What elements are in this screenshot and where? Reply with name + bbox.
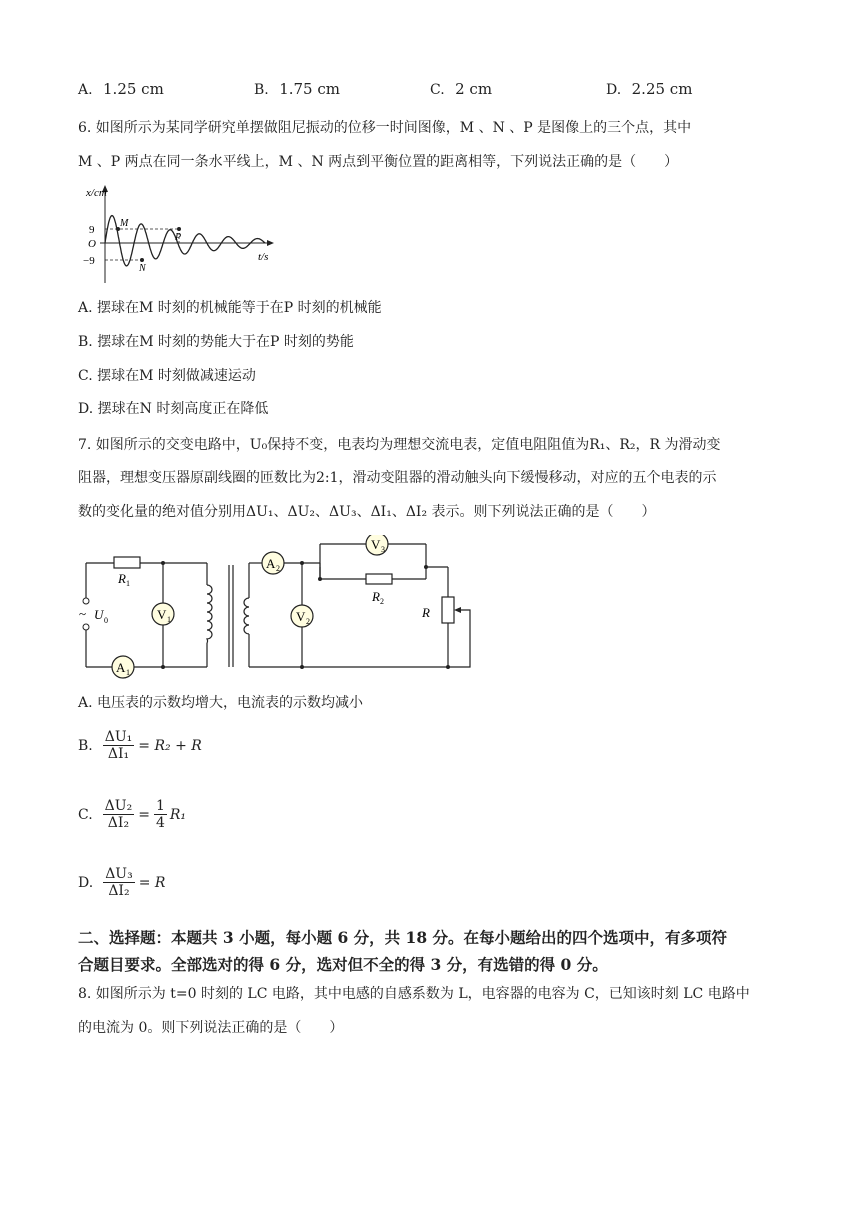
- option-label: C.: [78, 806, 93, 823]
- section2-heading-line2: 合题目要求。全部选对的得 6 分，选对但不全的得 3 分，有选错的得 0 分。: [78, 955, 608, 974]
- r2-label: R: [372, 589, 380, 604]
- q7-option-a: A. 电压表的示数均增大，电流表的示数均减小: [78, 695, 364, 711]
- transformer-circuit-diagram: [76, 535, 476, 683]
- secondary-coil: [244, 598, 249, 634]
- numerator: ΔU₁: [104, 729, 133, 745]
- q6-option-c: C. 摆球在M 时刻做减速运动: [78, 368, 256, 384]
- section2-heading-line1: 二、选择题：本题共 3 小题，每小题 6 分，共 18 分。在每小题给出的四个选项中，有多项符: [78, 928, 728, 947]
- a1-sub: 1: [126, 668, 130, 677]
- q6-option-d: D. 摆球在N 时刻高度正在降低: [78, 401, 269, 417]
- point-p: [177, 227, 181, 231]
- tick-label-9: 9: [89, 224, 95, 236]
- q7-stem-line1: 7. 如图所示的交变电路中，U₀保持不变，电表均为理想交流电表，定值电阻阻值为R₁、R₂，R 为滑动变: [78, 437, 721, 453]
- q7-option-d: [78, 866, 165, 899]
- y-axis-label: x/cm: [86, 187, 107, 199]
- fraction: [103, 729, 135, 762]
- q6-stem-line2: M 、P 两点在同一条水平线上，M 、N 两点到平衡位置的距离相等，下列说法正确的是（ ）: [78, 154, 679, 170]
- equation-rhs: = R: [138, 874, 166, 891]
- numerator: 1: [155, 798, 165, 814]
- q5-option-c: [430, 80, 492, 98]
- source-terminal-bottom: [83, 624, 89, 630]
- q7-stem-line3: 数的变化量的绝对值分别用ΔU₁、ΔU₂、ΔU₃、ΔI₁、ΔI₂ 表示。则下列说法正确的是（ ）: [78, 504, 656, 520]
- damped-oscillation-graph: [82, 183, 282, 288]
- label-p: P: [175, 232, 182, 243]
- rheostat-r: [442, 597, 454, 623]
- u0-sub: 0: [104, 616, 108, 625]
- v1-letter: V: [157, 607, 167, 622]
- option-value: 1.25 cm: [103, 80, 164, 98]
- q6-stem-line1: 6. 如图所示为某同学研究单摆做阻尼振动的位移一时间图像，M 、N 、P 是图像上的三个点，其中: [78, 120, 692, 136]
- option-label: B.: [78, 737, 93, 754]
- fraction: [103, 798, 135, 831]
- coefficient-fraction: [154, 798, 167, 831]
- option-label: B.: [254, 82, 269, 98]
- q7-option-b: [78, 729, 202, 762]
- r-label: R: [422, 605, 430, 620]
- q8-stem-line2: 的电流为 0。则下列说法正确的是（ ）: [78, 1020, 344, 1036]
- numerator: ΔU₂: [104, 798, 133, 814]
- q7-stem-line2: 阻器，理想变压器原副线圈的匝数比为2:1，滑动变阻器的滑动触头向下缓慢移动，对应的五个电表的示: [78, 470, 717, 486]
- label-m: M: [120, 218, 129, 229]
- equation-rhs: = R₂ + R: [138, 737, 202, 754]
- option-label: A.: [78, 82, 93, 98]
- q5-option-a: [78, 80, 164, 98]
- denominator: ΔI₂: [107, 815, 130, 831]
- ac-source-symbol: ~: [79, 606, 87, 621]
- u0-label: U: [94, 607, 104, 622]
- point-n: [140, 258, 144, 262]
- r2-sub: 2: [380, 597, 384, 606]
- v3-letter: V: [371, 537, 381, 552]
- option-label: C.: [430, 82, 445, 98]
- v3-sub: 3: [381, 545, 385, 554]
- origin-label: O: [88, 238, 96, 250]
- option-value: 2.25 cm: [631, 80, 693, 98]
- a2-sub: 2: [276, 564, 280, 573]
- option-label: D.: [78, 874, 94, 891]
- option-label: D.: [606, 82, 622, 98]
- r1-label: R: [118, 571, 126, 586]
- option-value: 2 cm: [455, 80, 493, 98]
- resistor-r2: [366, 574, 392, 584]
- tick-label-neg9: −9: [83, 255, 95, 267]
- label-n: N: [139, 263, 146, 274]
- damped-wave-curve: [105, 216, 265, 266]
- q5-option-d: [606, 80, 692, 98]
- v1-sub: 1: [167, 615, 171, 624]
- equals-sign: =: [138, 806, 150, 823]
- a1-letter: A: [116, 660, 126, 675]
- q5-option-b: [254, 80, 340, 98]
- denominator: ΔI₂: [108, 883, 130, 899]
- numerator: ΔU₃: [105, 866, 133, 882]
- q7-option-c: [78, 798, 186, 831]
- resistor-r1: [114, 557, 140, 568]
- r1-sub: 1: [126, 579, 130, 588]
- equation-rhs: R₁: [169, 806, 187, 823]
- primary-coil: [207, 585, 212, 643]
- v2-letter: V: [296, 609, 306, 624]
- a2-letter: A: [266, 556, 276, 571]
- q6-option-a: A. 摆球在M 时刻的机械能等于在P 时刻的机械能: [78, 300, 382, 316]
- q6-option-b: B. 摆球在M 时刻的势能大于在P 时刻的势能: [78, 334, 354, 350]
- x-axis-label: t/s: [258, 251, 269, 263]
- fraction: [103, 866, 135, 899]
- source-terminal-top: [83, 598, 89, 604]
- q8-stem-line1: 8. 如图所示为 t=0 时刻的 LC 电路，其中电感的自感系数为 L，电容器的电容为 C，已知该时刻 LC 电路中: [78, 986, 750, 1002]
- option-value: 1.75 cm: [279, 80, 340, 98]
- denominator: ΔI₁: [107, 746, 130, 762]
- denominator: 4: [155, 815, 165, 831]
- v2-sub: 2: [306, 617, 310, 626]
